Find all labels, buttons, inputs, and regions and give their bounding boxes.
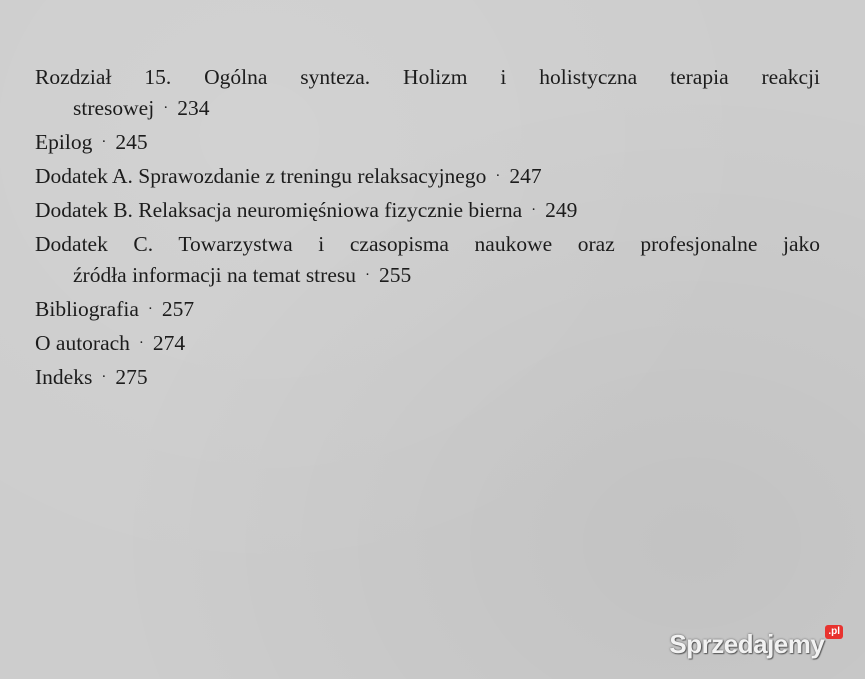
toc-page-number: 234 xyxy=(177,96,210,120)
sprzedajemy-watermark xyxy=(669,625,843,663)
toc-entry-line xyxy=(35,328,820,362)
toc-entry-rozdzial-15 xyxy=(35,62,820,127)
watermark-text: Sprzedajemy xyxy=(669,629,825,659)
toc-entry-line xyxy=(35,127,820,161)
toc-entry-title: Indeks xyxy=(35,365,93,389)
toc-entry-title: Dodatek B. Relaksacja neuromięśniowa fizycznie bierna xyxy=(35,198,523,222)
toc-entry-dodatek-a xyxy=(35,161,820,195)
table-of-contents xyxy=(35,62,820,396)
toc-separator: · xyxy=(531,202,537,218)
toc-entry-line xyxy=(35,195,820,229)
toc-entry-line xyxy=(35,161,820,195)
toc-page-number: 274 xyxy=(152,331,186,355)
toc-entry-title: Dodatek C. Towarzystwa i czasopisma naukowe oraz profesjonalne jako xyxy=(35,232,820,256)
toc-separator: · xyxy=(495,168,501,184)
toc-entry-title: Rozdział 15. Ogólna synteza. Holizm i holistyczna terapia reakcji xyxy=(35,65,820,89)
toc-separator: · xyxy=(101,134,107,150)
toc-entry-bibliografia xyxy=(35,294,820,328)
toc-entry-title: Epilog xyxy=(35,130,93,154)
toc-separator: · xyxy=(147,301,153,317)
toc-entry-dodatek-c xyxy=(35,229,820,294)
toc-entry-title-tail: źródła informacji na temat stresu xyxy=(73,263,356,287)
toc-page-number: 257 xyxy=(161,297,195,321)
toc-page-number: 245 xyxy=(115,130,148,154)
toc-entry-line xyxy=(35,362,820,396)
toc-page-number: 247 xyxy=(509,164,542,188)
toc-page-number: 255 xyxy=(378,263,412,287)
toc-entry-title: Dodatek A. Sprawozdanie z treningu relaksacyjnego xyxy=(35,164,487,188)
toc-page-number: 249 xyxy=(545,198,578,222)
toc-entry-title-continued xyxy=(35,93,820,127)
toc-separator: · xyxy=(364,267,370,283)
watermark-badge: .pl xyxy=(825,625,843,639)
toc-entry-title-continued xyxy=(35,260,820,294)
toc-entry-indeks xyxy=(35,362,820,396)
toc-entry-epilog xyxy=(35,127,820,161)
toc-separator: · xyxy=(138,335,144,351)
toc-entry-title-tail: stresowej xyxy=(73,96,155,120)
toc-entry-dodatek-b xyxy=(35,195,820,229)
toc-separator: · xyxy=(101,369,107,385)
toc-entry-title: O autorach xyxy=(35,331,130,355)
toc-entry-line xyxy=(35,294,820,328)
toc-entry-o-autorach xyxy=(35,328,820,362)
toc-entry-title: Bibliografia xyxy=(35,297,139,321)
toc-page-number: 275 xyxy=(115,365,148,389)
toc-separator: · xyxy=(163,100,169,116)
